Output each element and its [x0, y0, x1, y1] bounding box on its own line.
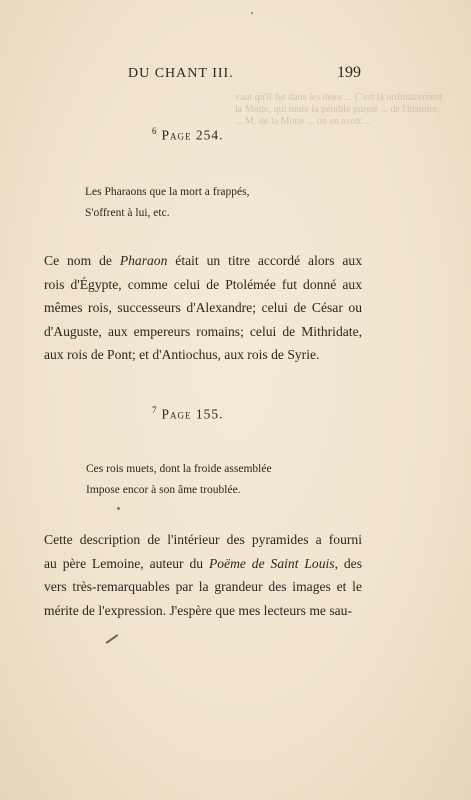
- verse-line: Ces rois muets, dont la froide assemblée: [86, 463, 272, 475]
- paragraph-line: mêmes rois, successeurs d'Alexandre; celui de César ou: [44, 300, 362, 316]
- paragraph-line: vers très-remarquables par la grandeur des images et le: [44, 579, 362, 595]
- verse-line: Impose encor à son âme troublée.: [86, 484, 241, 496]
- commentary-paragraph-7: [44, 528, 362, 622]
- note-label: Page 254.: [161, 127, 224, 143]
- note-heading-7: [152, 405, 224, 423]
- paragraph-line: aux rois de Pont; et d'Antiochus, aux rois de Syrie.: [44, 347, 320, 363]
- show-through-line: ... M. de la Motte ... on en avoit ...: [235, 116, 372, 127]
- verse-quote-7: [86, 459, 272, 501]
- verse-line: Les Pharaons que la mort a frappés,: [85, 186, 250, 198]
- show-through-line: vaut qu'il fut dans les deux ... C'est là ordinairement: [235, 92, 443, 103]
- paragraph-line: Ce nom de Pharaon était un titre accordé alors aux: [44, 253, 362, 268]
- verse-line: S'offrent à lui, etc.: [85, 207, 170, 219]
- italic-term: Poëme de Saint Louis: [208, 555, 335, 571]
- italic-term: Pharaon: [119, 253, 168, 268]
- commentary-paragraph-6: [44, 249, 362, 367]
- show-through-text: [235, 92, 443, 128]
- note-number: 7: [152, 405, 157, 415]
- verse-quote-6: [85, 182, 249, 224]
- note-heading-6: [152, 126, 224, 144]
- note-number: 6: [152, 126, 157, 136]
- paragraph-line: mérite de l'expression. J'espère que mes lecteurs me sau-: [44, 602, 353, 618]
- note-label: Page 155.: [161, 406, 224, 422]
- running-head: DU CHANT III.: [128, 66, 234, 81]
- show-through-line: la Motte, qui toute la pénible pureté ... de l'histoire,: [235, 104, 440, 115]
- paragraph-line: au père Lemoine, auteur du Poëme de Saint Louis, des: [44, 555, 362, 571]
- paper-fleck: [117, 507, 120, 510]
- page-number: 199: [337, 64, 361, 81]
- paragraph-line: rois d'Égypte, comme celui de Ptolémée fut donné aux: [44, 276, 362, 292]
- paper-fleck: [251, 12, 253, 14]
- paragraph-line: Cette description de l'intérieur des pyramides a fourni: [44, 532, 362, 547]
- pen-mark: [106, 634, 119, 644]
- paragraph-line: d'Auguste, aux empereurs romains; celui de Mithridate,: [44, 323, 362, 339]
